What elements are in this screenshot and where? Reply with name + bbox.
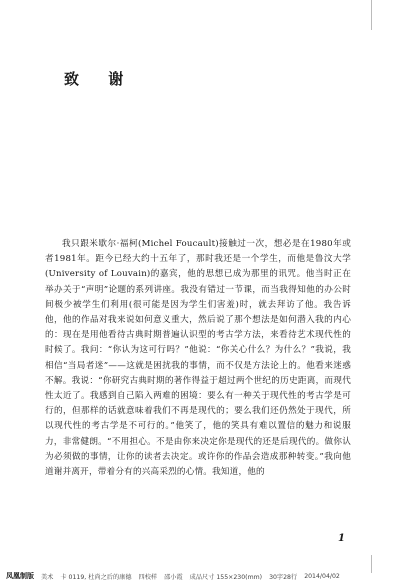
page-number: 1: [338, 533, 345, 544]
footer-item-format: 30字28行: [269, 573, 298, 581]
print-footer: [0, 569, 400, 583]
page-title: 致 谢: [64, 70, 136, 88]
body-paragraph: 我只跟米歇尔·福柯(Michel Foucault)接触过一次，想必是在1980年或者1981年。距今已经大约十五年了，那时我还是一个学生，而他是鲁汶大学(University of Louvain)的嘉宾，他的思想已成为那里的讯咒。他当时正在举办关于“声明”论题的系列讲座。我没有错过一节课，而当我得知他的办公时间极少被学生们利用(很可能是因为学生们害羞)时，就去拜访了他。我告诉他，他的作品对我来说如何意义重大，然后说了那个想法是如何潜入我的内心的：现在是用他看待古典时期普遍认识型的考古学方法，来看待艺术现代性的时候了。我问：“你认为这可行吗？”他说：“你关心什么？为什么？”我说，我相信“当局者迷”——这就是困扰我的事情，而不仅是方法论上的。他看来迷惑不解。我说：“你研究古典时期的著作得益于超过两个世纪的历史距离，而现代性太近了。我感到自己陷入两难的困境：要么有一种关于现代性的考古学是可行的，但那样的话就意味着我们不再是现代的；要么我们还仍然处于现代，所以现代性的考古学是不可行的。”他笑了，他的笑具有难以置信的魅力和说服力，非常健朗。“不用担心。不是由你来决定你是现代的还是后现代的。做你认为必须做的事情，让你的读者去决定。或许你的作品会造成那种转变。”我向他道谢并离开，带着分有的兴高采烈的心情。我知道，他的: [45, 239, 351, 478]
footer-item-size: 成品尺寸 155×230(mm): [189, 573, 263, 581]
footer-item-category: 美术: [41, 573, 54, 581]
footer-item-book: 卡 0119, 杜尚之后的康德: [60, 573, 132, 581]
crop-mark-top: [371, 0, 372, 30]
footer-logo: 凤凰制版: [6, 572, 34, 580]
footer-item-editor: 邵小霞: [164, 573, 183, 581]
footer-item-date: 2014/04/02: [304, 572, 340, 580]
footer-item-proof: 四校样: [138, 573, 158, 581]
